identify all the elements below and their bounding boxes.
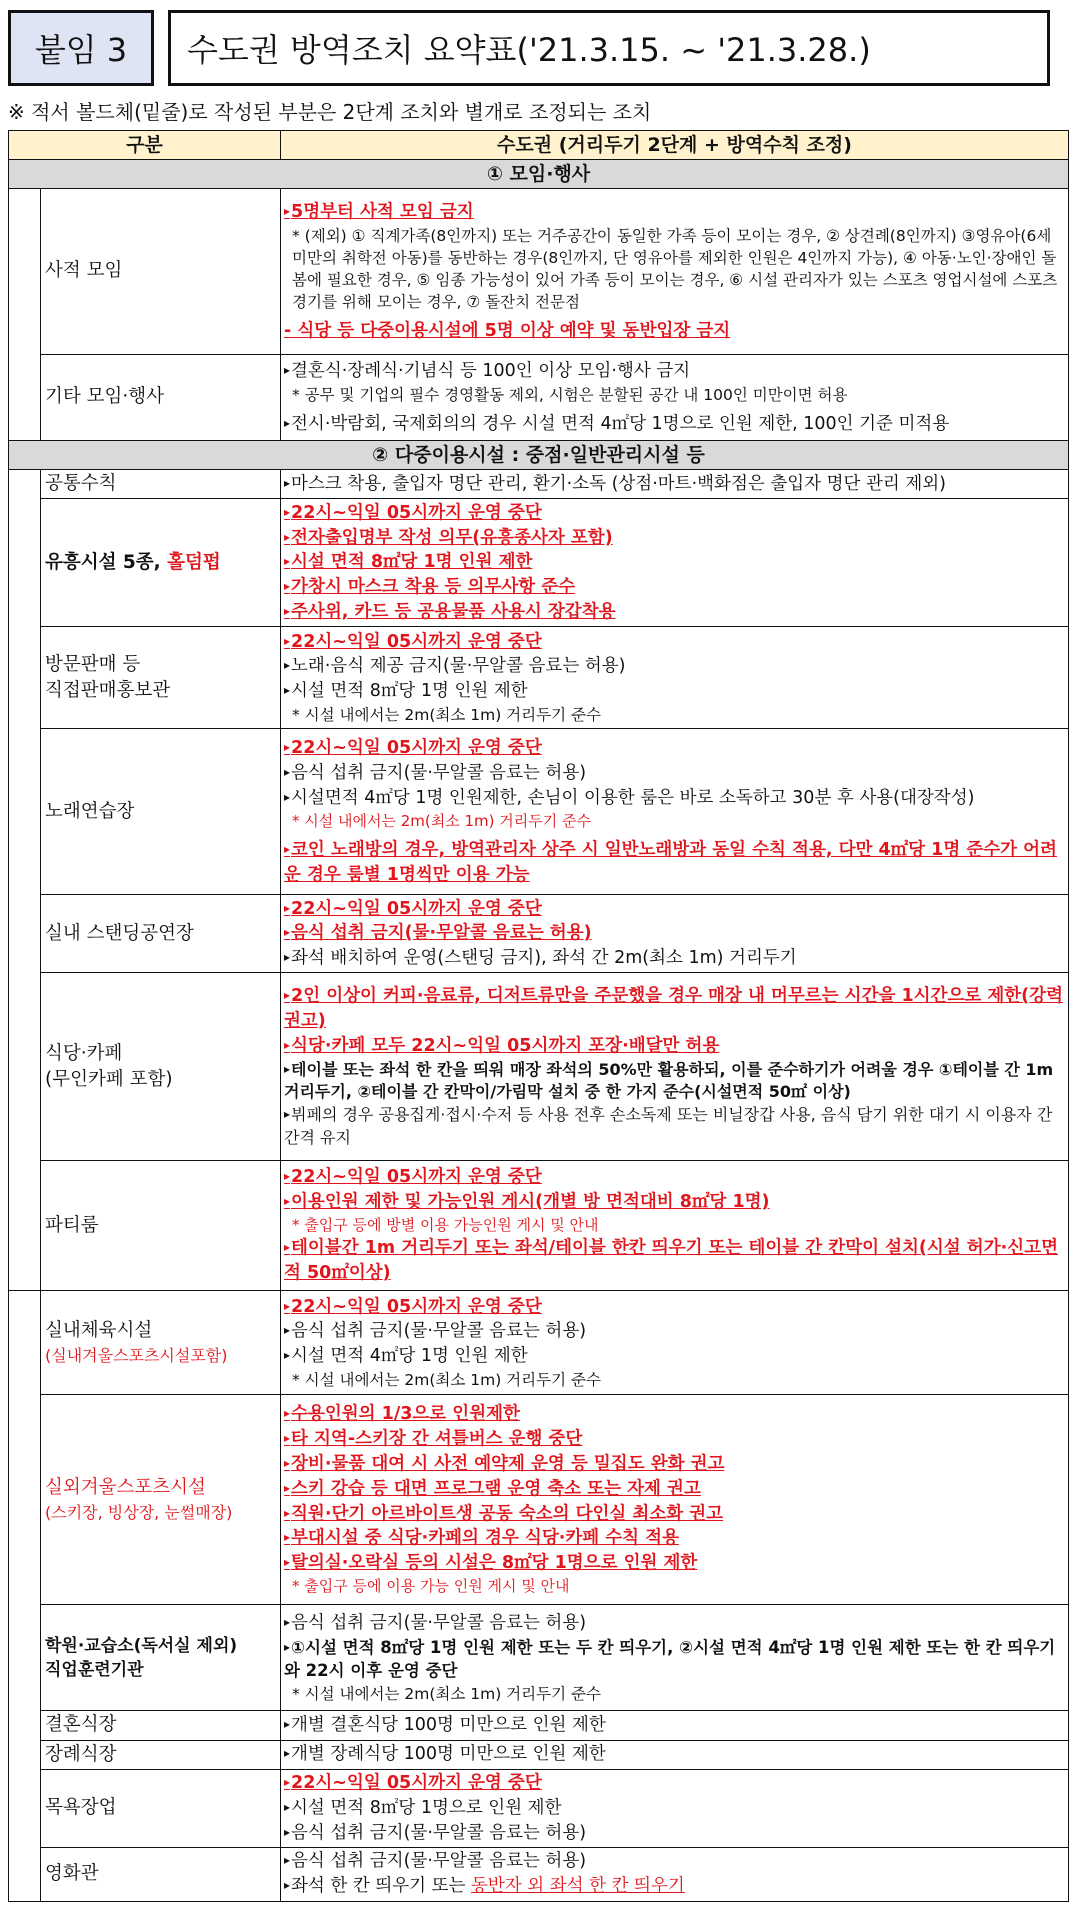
row-detail: ▸ 5명부터 사적 모임 금지 * (제외) ① 직계가족(8인까지) 또는 거주공간이 동일한 가족 등이 모이는 경우, ② 상견례(8인까지) ③영유아(6세 미만의 취학전 아동)를 동반하는 경우(8인까지, 단 영유아를 제외한 인원은 4인까지 가능), ④ 아동·노인·장애인 돌봄에 필요한 경우, ⑤ 임종 가능성이 있어 가족 등이 모이는 경우, ⑥ 시설 관리자가 있는 스포츠 영업시설에 스포츠 경기를 위해 모이는 경우, ⑦ 돌잔치 전문점 - 식당 등 다중이용시설에 5명 이상 예약 및 동반입장 금지	[281, 189, 1069, 355]
table-row	[9, 1769, 1069, 1847]
table-row	[9, 1605, 1069, 1711]
header	[8, 10, 1050, 86]
section-facilities: ② 다중이용시설 : 중점·일반관리시설 등	[9, 441, 1069, 470]
section-gatherings: ① 모임·행사	[9, 160, 1069, 189]
row-detail: ▸ 음식 섭취 금지(물·무알콜 음료는 허용) ▸ 좌석 한 칸 띄우기 또는 동반자 외 좌석 한 칸 띄우기	[281, 1847, 1069, 1901]
row-detail: ▸ 음식 섭취 금지(물·무알콜 음료는 허용) ▸ ①시설 면적 8㎡당 1명 인원 제한 또는 두 칸 띄우기, ②시설 면적 4㎡당 1명 인원 제한 또는 한 칸 띄우기와 22시 이후 운영 중단 * 시설 내에서는 2m(최소 1m) 거리두기 준수	[281, 1605, 1069, 1711]
row-label: 장례식장	[41, 1740, 281, 1769]
table-row	[9, 1711, 1069, 1740]
row-label: 실내 스탠딩공연장	[41, 895, 281, 973]
col-detail: 수도권 (거리두기 2단계 + 방역수칙 조정)	[281, 131, 1069, 160]
row-detail: ▸ 수용인원의 1/3으로 인원제한 ▸ 타 지역-스키장 간 셔틀버스 운행 중단 ▸ 장비·물품 대여 시 사전 예약제 운영 등 밀집도 완화 권고 ▸ 스키 강습 등 대면 프로그램 운영 축소 또는 자제 권고 ▸ 직원·단기 아르바이트생 공동 숙소의 다인실 최소화 권고 ▸ 부대시설 중 식당·카페의 경우 식당·카페 수칙 적용 ▸ 탈의실·오락실 등의 시설은 8㎡당 1명으로 인원 제한 * 출입구 등에 이용 가능 인원 게시 및 안내	[281, 1395, 1069, 1605]
row-detail: ▸ 22시~익일 05시까지 운영 중단 ▸ 음식 섭취 금지(물·무알콜 음료는 허용) ▸ 좌석 배치하여 운영(스탠딩 금지), 좌석 간 2m(최소 1m) 거리두기	[281, 895, 1069, 973]
table-row	[9, 1161, 1069, 1291]
row-detail: ▸ 22시~익일 05시까지 운영 중단 ▸ 음식 섭취 금지(물·무알콜 음료는 허용) ▸ 시설면적 4㎡당 1명 인원제한, 손님이 이용한 룸은 바로 소독하고 30분 후 사용(대장작성) * 시설 내에서는 2m(최소 1m) 거리두기 준수 ▸ 코인 노래방의 경우, 방역관리자 상주 시 일반노래방과 동일 수칙 적용, 다만 4㎡당 1명 준수가 어려운 경우 룸별 1명씩만 이용 가능	[281, 729, 1069, 895]
table-row	[9, 627, 1069, 729]
table-row	[9, 189, 1069, 355]
row-detail: ▸ 22시~익일 05시까지 운영 중단 ▸ 이용인원 제한 및 가능인원 게시(개별 방 면적대비 8㎡당 1명) * 출입구 등에 방별 이용 가능인원 게시 및 안내 ▸ 테이블간 1m 거리두기 또는 좌석/테이블 한칸 띄우기 또는 테이블 간 칸막이 설치(시설 허가·신고면적 50㎡이상)	[281, 1161, 1069, 1291]
table-row	[9, 499, 1069, 627]
row-label: 기타 모임·행사	[41, 355, 281, 441]
row-detail: ▸ 22시~익일 05시까지 운영 중단 ▸ 음식 섭취 금지(물·무알콜 음료는 허용) ▸ 시설 면적 4㎡당 1명 인원 제한 * 시설 내에서는 2m(최소 1m) 거리두기 준수	[281, 1291, 1069, 1395]
row-detail: ▸ 개별 장례식당 100명 미만으로 인원 제한	[281, 1740, 1069, 1769]
row-label: 결혼식장	[41, 1711, 281, 1740]
row-detail: ▸ 22시~익일 05시까지 운영 중단 ▸ 노래·음식 제공 금지(물·무알콜 음료는 허용) ▸ 시설 면적 8㎡당 1명 인원 제한 * 시설 내에서는 2m(최소 1m) 거리두기 준수	[281, 627, 1069, 729]
table-row	[9, 1847, 1069, 1901]
row-detail: ▸ 마스크 착용, 출입자 명단 관리, 환기·소독 (상점·마트·백화점은 출입자 명단 관리 제외)	[281, 470, 1069, 499]
table-header-row	[9, 131, 1069, 160]
measures-table	[8, 130, 1069, 1902]
row-detail: ▸ 22시~익일 05시까지 운영 중단 ▸ 시설 면적 8㎡당 1명으로 인원 제한 ▸ 음식 섭취 금지(물·무알콜 음료는 허용)	[281, 1769, 1069, 1847]
table-row	[9, 355, 1069, 441]
table-row	[9, 1740, 1069, 1769]
row-label: 유흥시설 5종, 홀덤펍	[41, 499, 281, 627]
row-label: 식당·카페 (무인카페 포함)	[41, 973, 281, 1161]
table-row	[9, 470, 1069, 499]
row-label: 공통수칙	[41, 470, 281, 499]
row-label: 파티룸	[41, 1161, 281, 1291]
row-label: 목욕장업	[41, 1769, 281, 1847]
col-category: 구분	[9, 131, 281, 160]
attachment-tag: 붙임 3	[8, 10, 154, 86]
row-label: 실내체육시설 (실내겨울스포츠시설포함)	[41, 1291, 281, 1395]
table-row	[9, 895, 1069, 973]
row-detail: ▸ 개별 결혼식당 100명 미만으로 인원 제한	[281, 1711, 1069, 1740]
row-label: 노래연습장	[41, 729, 281, 895]
row-label: 영화관	[41, 1847, 281, 1901]
table-row	[9, 729, 1069, 895]
page-title: 수도권 방역조치 요약표('21.3.15. ~ '21.3.28.)	[168, 10, 1050, 86]
row-detail: ▸ 22시~익일 05시까지 운영 중단 ▸ 전자출입명부 작성 의무(유흥종사자 포함) ▸ 시설 면적 8㎡당 1명 인원 제한 ▸ 가창시 마스크 착용 등 의무사항 준수 ▸ 주사위, 카드 등 공용물품 사용시 장갑착용	[281, 499, 1069, 627]
row-label: 학원·교습소(독서실 제외) 직업훈련기관	[41, 1605, 281, 1711]
table-row	[9, 973, 1069, 1161]
note: ※ 적서 볼드체(밑줄)로 작성된 부분은 2단계 조치와 별개로 조정되는 조치	[8, 100, 652, 124]
row-detail: ▸ 2인 이상이 커피·음료류, 디저트류만을 주문했을 경우 매장 내 머무르는 시간을 1시간으로 제한(강력 권고) ▸ 식당·카페 모두 22시~익일 05시까지 포장·배달만 허용 ▸ 테이블 또는 좌석 한 칸을 띄워 매장 좌석의 50%만 활용하되, 이를 준수하기가 어려울 경우 ①테이블 간 1m 거리두기, ②테이블 간 칸막이/가림막 설치 중 한 가지 준수(시설면적 50㎡ 이상) ▸ 뷔페의 경우 공용집게·접시·수저 등 사용 전후 손소독제 또는 비닐장갑 사용, 음식 담기 위한 대기 시 이용자 간 간격 유지	[281, 973, 1069, 1161]
table-row	[9, 1395, 1069, 1605]
table-row	[9, 1291, 1069, 1395]
row-detail: ▸ 결혼식·장례식·기념식 등 100인 이상 모임·행사 금지 * 공무 및 기업의 필수 경영활동 제외, 시험은 분할된 공간 내 100인 미만이면 허용 ▸ 전시·박람회, 국제회의의 경우 시설 면적 4㎡당 1명으로 인원 제한, 100인 기준 미적용	[281, 355, 1069, 441]
row-label: 방문판매 등 직접판매홍보관	[41, 627, 281, 729]
row-label: 사적 모임	[41, 189, 281, 355]
row-label: 실외겨울스포츠시설 (스키장, 빙상장, 눈썰매장)	[41, 1395, 281, 1605]
